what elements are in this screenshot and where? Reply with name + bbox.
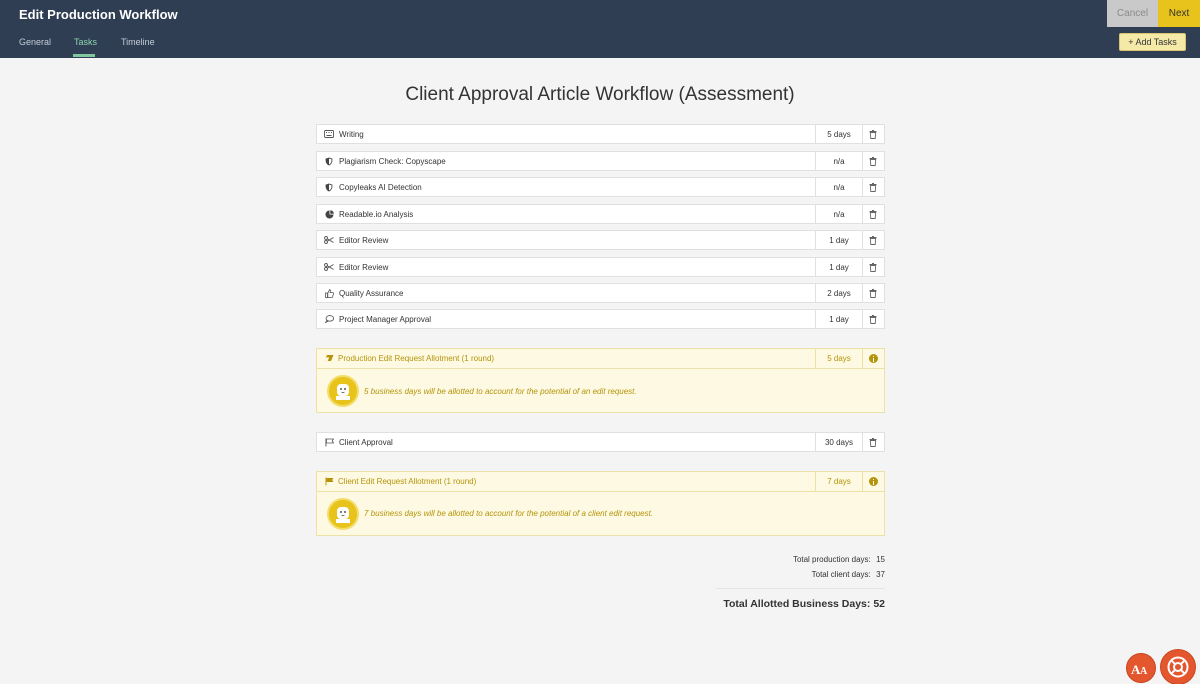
tab-tasks[interactable]: Tasks <box>74 37 98 47</box>
task-label: Editor Review <box>339 236 389 245</box>
task-row[interactable] <box>316 177 885 197</box>
client-allotment-panel <box>316 471 885 536</box>
task-duration: 1 day <box>815 258 863 276</box>
total-client-label: Total client days: <box>811 570 871 579</box>
task-duration: 1 day <box>815 310 863 328</box>
svg-text:A: A <box>1131 662 1141 675</box>
total-allotted-business-days <box>650 598 885 610</box>
allotment-header <box>317 349 884 369</box>
task-row[interactable] <box>316 151 885 171</box>
workflow-title: Client Approval Article Workflow (Assessment) <box>405 84 795 105</box>
mascot-avatar-icon <box>327 498 359 530</box>
keyboard-icon <box>324 129 334 139</box>
task-label: Quality Assurance <box>339 289 404 298</box>
tab-timeline[interactable]: Timeline <box>121 37 155 47</box>
task-row[interactable] <box>316 432 885 452</box>
thumbs-up-icon <box>324 288 334 298</box>
scissors-icon <box>324 235 334 245</box>
shield-icon <box>324 156 334 166</box>
tab-general[interactable]: General <box>19 37 52 47</box>
flag-outline-icon <box>324 437 334 447</box>
totals-divider <box>716 588 885 589</box>
task-label: Editor Review <box>339 263 389 272</box>
info-icon[interactable] <box>869 477 878 486</box>
allotment-note: 7 business days will be allotted to account for the potential of a client edit request. <box>364 509 654 518</box>
task-duration: 1 day <box>815 231 863 249</box>
allotment-duration: 5 days <box>815 349 863 368</box>
trash-icon[interactable] <box>868 437 878 447</box>
total-client-value: 37 <box>876 570 885 579</box>
svg-text:A: A <box>1140 666 1148 675</box>
production-allotment-panel <box>316 348 885 413</box>
task-row[interactable] <box>316 283 885 303</box>
add-tasks-button[interactable]: + Add Tasks <box>1119 33 1186 51</box>
accessibility-font-icon[interactable] <box>1126 653 1156 683</box>
allotment-label: Production Edit Request Allotment (1 round) <box>338 354 495 363</box>
task-duration: 30 days <box>815 433 863 451</box>
trash-icon[interactable] <box>868 129 878 139</box>
eraser-icon <box>324 353 334 363</box>
allotment-header <box>317 472 884 492</box>
task-label: Readable.io Analysis <box>339 210 414 219</box>
mascot-avatar-icon <box>327 375 359 407</box>
task-duration: 2 days <box>815 284 863 302</box>
cancel-button[interactable]: Cancel <box>1107 0 1158 27</box>
top-bar <box>0 0 1200 58</box>
flag-icon <box>324 476 334 486</box>
speech-bubble-icon <box>324 314 334 324</box>
trash-icon[interactable] <box>868 182 878 192</box>
total-production-value: 15 <box>876 555 885 564</box>
grand-total-label: Total Allotted Business Days: <box>723 598 871 610</box>
task-label: Client Approval <box>339 438 393 447</box>
task-row[interactable] <box>316 124 885 144</box>
task-row[interactable] <box>316 257 885 277</box>
pie-chart-icon <box>324 209 334 219</box>
task-row[interactable] <box>316 230 885 250</box>
total-production-label: Total production days: <box>792 555 871 564</box>
info-icon[interactable] <box>869 354 878 363</box>
trash-icon[interactable] <box>868 235 878 245</box>
scissors-icon <box>324 262 334 272</box>
trash-icon[interactable] <box>868 156 878 166</box>
trash-icon[interactable] <box>868 262 878 272</box>
task-row[interactable] <box>316 204 885 224</box>
total-production-days <box>700 555 885 564</box>
total-client-days <box>700 570 885 579</box>
grand-total-value: 52 <box>873 598 885 610</box>
task-duration: n/a <box>815 152 863 170</box>
trash-icon[interactable] <box>868 314 878 324</box>
allotment-label: Client Edit Request Allotment (1 round) <box>338 477 477 486</box>
next-button[interactable]: Next <box>1158 0 1200 27</box>
shield-icon <box>324 182 334 192</box>
task-label: Plagiarism Check: Copyscape <box>339 157 446 166</box>
task-duration: n/a <box>815 205 863 223</box>
task-duration: n/a <box>815 178 863 196</box>
task-row[interactable] <box>316 309 885 329</box>
trash-icon[interactable] <box>868 209 878 219</box>
page-header-title: Edit Production Workflow <box>19 7 178 22</box>
task-label: Project Manager Approval <box>339 315 432 324</box>
active-tab-indicator <box>73 54 95 57</box>
help-lifebuoy-icon[interactable] <box>1160 649 1196 684</box>
task-label: Copyleaks AI Detection <box>339 183 422 192</box>
trash-icon[interactable] <box>868 288 878 298</box>
task-label: Writing <box>339 130 364 139</box>
allotment-duration: 7 days <box>815 472 863 491</box>
allotment-note: 5 business days will be allotted to account for the potential of an edit request. <box>364 387 637 396</box>
task-duration: 5 days <box>815 125 863 143</box>
